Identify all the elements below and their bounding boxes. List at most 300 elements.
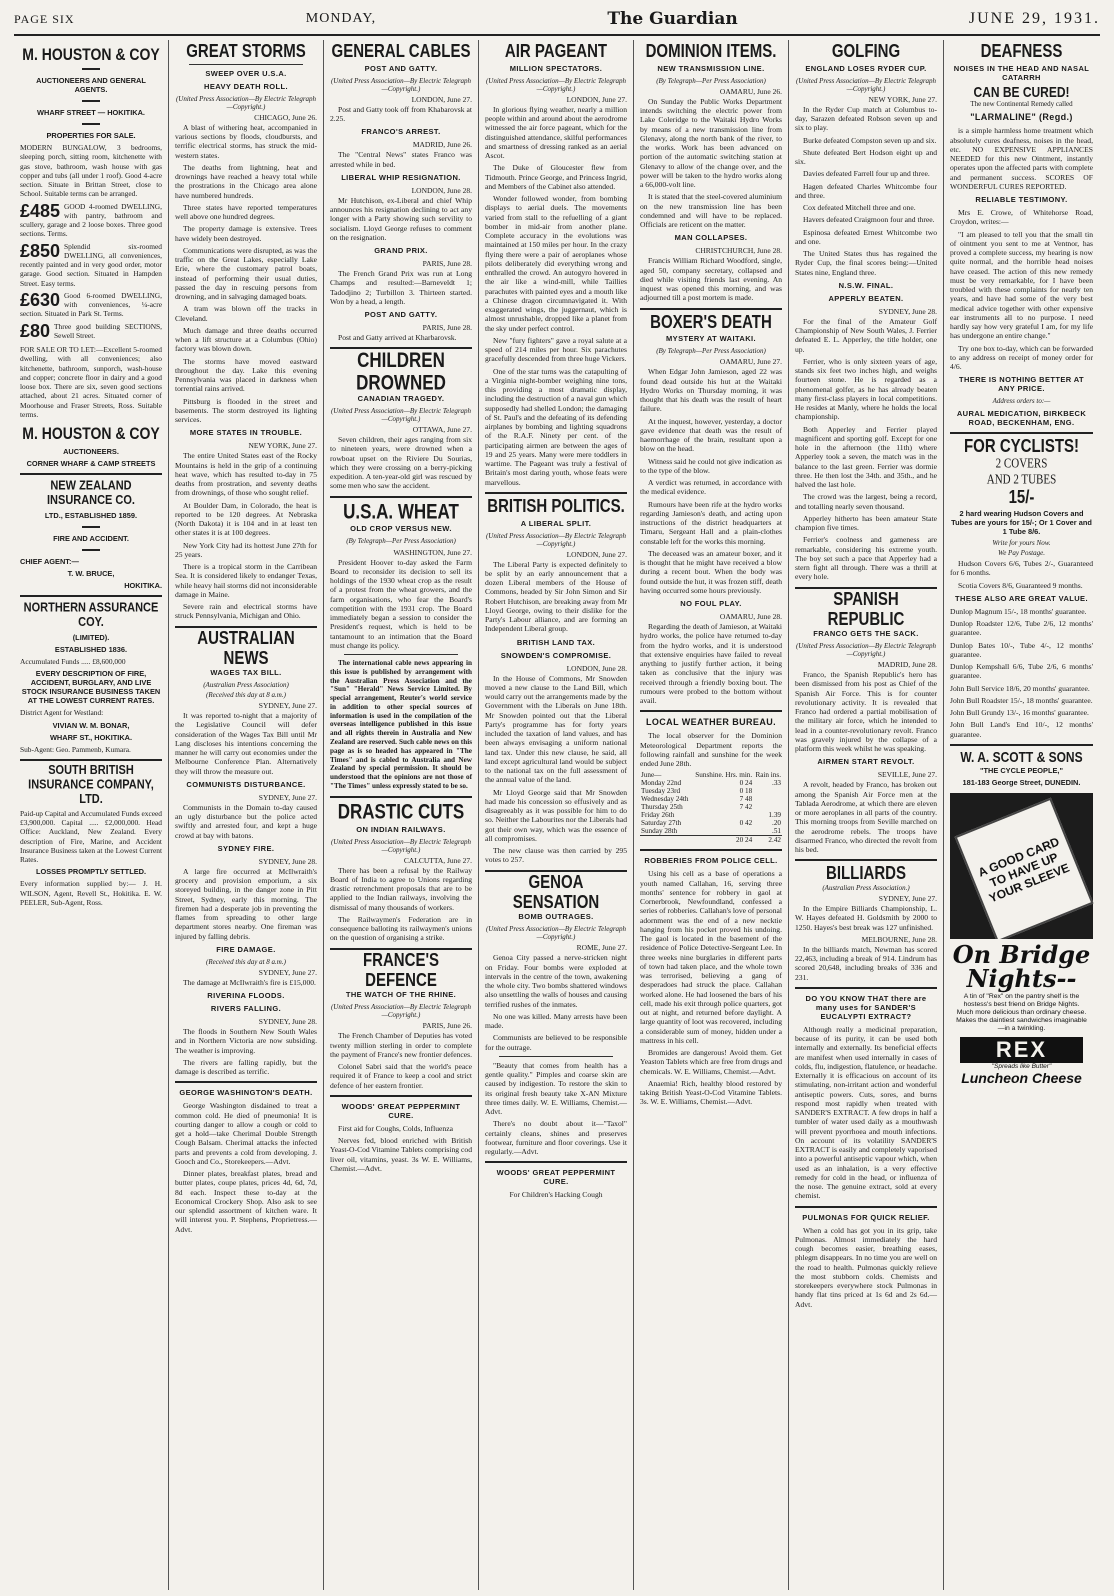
paragraph: Regarding the death of Jamieson, at Waitaki hydro works, the police have returned to-day from the hydro works, and it is understood that extensive enquiries have failed to reveal anything to justify further action, it being taken as conclusive that the injury was received through a friendly boxing bout. The rumours were probed to the bottom without avail. bbox=[640, 622, 782, 706]
subheading: GRAND PRIX. bbox=[374, 246, 428, 256]
listing-5 bbox=[20, 322, 162, 341]
paragraph: The deaths from lightning, heat and drownings have reached a heavy total while the prostrations in the Chicago area alone have numbered hundreds. bbox=[175, 162, 317, 200]
subheading: WAGES TAX BILL. bbox=[210, 668, 282, 678]
subheading: APPERLY BEATEN. bbox=[828, 293, 904, 303]
paragraph: A blast of withering heat, accompanied in various sections by floods, cloudbursts, and terrific electrical storms, has struck the mid-western states. bbox=[175, 122, 317, 160]
paragraph: One of the star turns was the catapulting of a Virginia night-bomber weighing nine tons, this providing a most dramatic display, including the destruction of a naval gun which supposedly had shelled London; the damaging of St. Paul's and the defeating of its defending airplanes by bombing and lighting squadrons of the R.A.F. Ninety per cent. of the participating airmen are between the ages of 19 and 25 years. Many were mere toddlers in wartime. The Pageant was truly a festival of Britain's most daring youth, whose feats were marvellous. bbox=[485, 366, 627, 487]
paragraph: George Washington disdained to treat a common cold. He died of pneumonia! It is courting danger to allow a cough or cold to get a hold—take Cherimal Double Strength Cough Balsam. Cherimal attacks the infected parts and prevents a cold from developing. J. Gooch and Co., Storekeepers.—Advt. bbox=[175, 1101, 317, 1166]
divider bbox=[640, 710, 782, 712]
northern-assurance-desc: EVERY DESCRIPTION OF FIRE, ACCIDENT, BURGLARY, AND LIVE STOCK INSURANCE BUSINESS TAKEN AT THE LOWEST CURRENT RATES. bbox=[21, 669, 161, 706]
table-cell: 20 24 bbox=[736, 836, 753, 845]
listing-text: Splendid six-roomed DWELLING, all conveniences, recently painted and in very good order, motor garage. Good section. Situated in Hampden Street. Easy terms. bbox=[20, 241, 162, 288]
table-cell: 2.42 bbox=[768, 836, 781, 845]
dateline: PARIS, June 26. bbox=[422, 1021, 472, 1031]
divider bbox=[344, 654, 458, 655]
paragraph: In the Empire Billiards Championship, L. W. Hayes defeated H. Goldsmith by 2000 to 1250. Hayes's best break was 127 unfinished. bbox=[795, 904, 937, 932]
dateline: CHRISTCHURCH, June 28. bbox=[695, 246, 782, 256]
dateline: OAMARU, June 26. bbox=[719, 86, 782, 96]
received-line: (Received this day at 8 a.m.) bbox=[206, 691, 286, 700]
paragraph: Rumours have been rife at the hydro works regarding Jamieson's death, and acting upon instructions of the district headquarters at Timaru, Sergeant Hall and a plain-clothes constable left for the works this morning. bbox=[640, 499, 782, 546]
british-politics-headline: BRITISH POLITICS. bbox=[487, 495, 625, 517]
paragraph: Burke defeated Compston seven up and six. bbox=[803, 135, 937, 145]
robberies-headline: ROBBERIES FROM POLICE CELL. bbox=[644, 856, 778, 866]
paragraph: In the billiards match, Newman has scored 22,463, including a break of 914. Lindrum has scored 20,648, including breaks of 336 and 231. bbox=[795, 944, 937, 982]
column-4 bbox=[479, 40, 634, 1590]
subheading: MYSTERY AT WAITAKI. bbox=[666, 334, 756, 344]
paragraph: In glorious flying weather, nearly a million people within and around about the aerodrome witnessed the air force pageant, which for the distinguished attendance, skilful performances and smartness of dressing ranked as an aerial Ascot. bbox=[485, 104, 627, 161]
paragraph: Severe rain and electrical storms have struck Pennsylvania, Michigan and Ohio. bbox=[175, 602, 317, 621]
table-cell: 0 18 bbox=[739, 787, 753, 796]
paragraph: Colonel Sabri said that the world's peace required it of France to keep a cool and strict defence of her eastern frontier. bbox=[330, 1062, 472, 1090]
table-cell: Monday 22nd bbox=[641, 779, 682, 788]
houston-role: AUCTIONEERS AND GENERAL AGENTS. bbox=[36, 76, 146, 94]
paragraph: Communists are believed to be responsible for the outrage. bbox=[485, 1033, 627, 1052]
woods-cure-headline-2: WOODS' GREAT PEPPERMINT CURE. bbox=[496, 1168, 616, 1187]
northern-assurance-est: ESTABLISHED 1836. bbox=[54, 645, 128, 654]
scott-sons-title: W. A. SCOTT & SONS bbox=[960, 748, 1083, 766]
dateline: OTTAWA, June 27. bbox=[412, 425, 472, 435]
subheading: THE WATCH OF THE RHINE. bbox=[345, 990, 457, 1000]
dateline: ROME, June 27. bbox=[576, 943, 627, 953]
list-item: John Bull Service 18/6, 20 months' guarantee. bbox=[950, 683, 1090, 693]
list-item: Dunlop Bates 10/-, Tube 4/-, 12 months' guarantee. bbox=[950, 640, 1093, 659]
rex-title: On Bridge Nights-- bbox=[952, 940, 1091, 994]
list-item: Dunlop Kempshall 6/6, Tube 2/6, 6 months' guarantee. bbox=[950, 662, 1093, 681]
divider bbox=[950, 744, 1093, 746]
divider bbox=[485, 492, 627, 494]
paragraph: Hagen defeated Charles Whitcombe four and three. bbox=[795, 181, 937, 200]
paragraph: For Children's Hacking Cough bbox=[509, 1190, 603, 1200]
paragraph: It was reported to-night that a majority of the Legislative Council will defer consideration of the Wages Tax Bill until Mr Lang discloses his intentions concerning the manner he will carry out economies under the Melbourne Conference Plan. Alternatively they will throw the measure out. bbox=[175, 711, 317, 776]
dateline: SYDNEY, June 27. bbox=[258, 792, 317, 802]
subheading: MILLION SPECTATORS. bbox=[509, 63, 603, 73]
table-row bbox=[640, 795, 782, 803]
subheading: N.S.W. FINAL. bbox=[838, 280, 894, 290]
credit-line: (By Telegraph—Per Press Association) bbox=[346, 537, 456, 546]
cycle-price: 15/- bbox=[1008, 487, 1035, 509]
dateline: WASHINGTON, June 27. bbox=[393, 547, 472, 557]
divider bbox=[795, 987, 937, 989]
paragraph: President Hoover to-day asked the Farm Board to reconsider its decision to sell its holdings of the 1930 wheat crop as the result of a protest from the wheat growers, and the farm organisations, who fear the Board's competition with the 1931 crop. The Board immediately began a session to consider the President's request, which is held to be tantamount to an intimation that the Board must change its policy. bbox=[330, 557, 472, 650]
dateline: SYDNEY, June 27. bbox=[258, 967, 317, 977]
children-drowned-headline: CHILDREN DROWNED bbox=[356, 348, 446, 395]
divider bbox=[330, 1095, 472, 1097]
paragraph: The damage at McIlwraith's fire is £15,000. bbox=[183, 977, 316, 987]
divider bbox=[175, 1081, 317, 1083]
table-row bbox=[640, 819, 782, 827]
paragraph: At Boulder Dam, in Colorado, the heat is reported to be 120 degrees. At Nebraska (North Dakota) it is 104 and in at least ten other states it is at 100 degrees. bbox=[175, 500, 317, 538]
subheading: RIVERINA FLOODS. bbox=[207, 991, 285, 1001]
paragraph: We Pay Postage. bbox=[998, 549, 1045, 558]
paragraph: There's no doubt about it—"Taxol" certainly cleans, shines and preserves footwear, furniture and floor coverings. Use it regularly.—Advt. bbox=[485, 1119, 627, 1157]
dateline: SEVILLE, June 27. bbox=[877, 770, 937, 780]
paragraph: Anaemia! Rich, healthy blood restored by taking British Yeast-O-Cod Vitamine Tablets. 3s. W. E. Williams, Chemist.—Advt. bbox=[640, 1078, 782, 1107]
subheading: THERE IS NOTHING BETTER AT ANY PRICE. bbox=[959, 375, 1084, 394]
dateline: SYDNEY, June 28. bbox=[258, 856, 317, 866]
credit-line: (Australian Press Association) bbox=[203, 681, 289, 690]
paragraph: The rivers are falling rapidly, but the damage is described as terrific. bbox=[175, 1057, 317, 1077]
column-6 bbox=[789, 40, 944, 1590]
credit-line: (United Press Association—By Electric Telegraph—Copyright.) bbox=[795, 642, 937, 659]
listing-text: GOOD 4-roomed DWELLING, with pantry, bathroom and scullery, garage and 2 loose boxes. Three good sections. Terms. bbox=[20, 201, 162, 239]
paragraph: The floods in Southern New South Wales and in Northern Victoria are now subsiding. The weather is improving. bbox=[175, 1027, 317, 1055]
paragraph: 2 hard wearing Hudson Covers and Tubes are yours for 15/-; Or 1 Cover and 1 Tube 8/6. bbox=[951, 509, 1092, 537]
paragraph: Hudson Covers 6/6, Tubes 2/-, Guaranteed for 6 months. bbox=[950, 559, 1093, 578]
paragraph: First aid for Coughs, Colds, Influenza bbox=[338, 1123, 453, 1133]
credit-line: (United Press Association—By Electric Telegraph—Copyright.) bbox=[485, 531, 627, 548]
houston-ad-title: M. HOUSTON & COY bbox=[22, 44, 160, 64]
table-cell: 0 42 bbox=[739, 819, 753, 828]
paragraph: The Liberal Party is expected definitely to be split by an early announcement that a dozen Liberal members of the House of Commons, headed by Sir John Simon and Sir Robert Hutchison, are breaking away from Mr Lloyd George, owing to their dislike for the Party's Labour alliance, and are forming an Independent Liberal group. bbox=[485, 559, 627, 634]
subheading: BOMB OUTRAGES. bbox=[518, 912, 594, 922]
dominion-items-headline: DOMINION ITEMS. bbox=[645, 40, 777, 63]
table-cell bbox=[692, 827, 754, 836]
table-row bbox=[640, 811, 782, 819]
subheading: A LIBERAL SPLIT. bbox=[520, 518, 592, 528]
spanish-republic-headline: SPANISH REPUBLIC bbox=[827, 588, 905, 630]
paragraph: Nerves fed, blood enriched with British Yeast-O-Cod Vitamine Tablets comprising cod liver oil, vitamins, yeast. 3s W. E. Williams, Chemist.—Advt. bbox=[330, 1136, 472, 1173]
south-british-info: Every information supplied by:— J. H. WILSON, Agent, Revell St., Hokitika. E. W. PEELER, Sub-Agent, Ross. bbox=[20, 879, 162, 907]
paragraph: On Sunday the Public Works Department intends switching the electric power from Lake Coleridge to the Waitaki Hydro Works by means of a new transmission line from Glenavy, along the north bank of the river, to the works. Work has been advanced on portion of the automatic switching station at Glenavy to allow of the change over, and the power will be taken to the hydro works along a 66,000-volt line. bbox=[640, 96, 782, 190]
dateline: OAMARU, June 28. bbox=[719, 612, 782, 622]
credit-line: (United Press Association—By Electric Telegraph—Copyright.) bbox=[485, 925, 627, 942]
table-cell: .33 bbox=[772, 779, 781, 788]
paragraph: Post and Gatty arrived at Kharbarovsk. bbox=[338, 333, 457, 343]
table-cell: Tuesday 23rd bbox=[641, 787, 681, 796]
northern-assurance-subagent: Sub-Agent: Geo. Pammenb, Kumara. bbox=[20, 744, 131, 754]
paragraph: The local observer for the Dominion Meteorological Department reports the following rainfall and sunshine for the week ended June 28th. bbox=[640, 731, 782, 769]
masthead bbox=[14, 4, 1100, 36]
paragraph: The French Grand Prix was run at Long Champs and resulted:—Barneveldt 1; Tadodjino 2; Turbillon 3. Thirteen started. Won by a head, a length. bbox=[330, 269, 472, 306]
paragraph: Communications were disrupted, as was the traffic on the Great Lakes, especially Lake Erie, where the customary patrol boats, instead of performing their usual duties, passed the day in rescuing persons from drowning, and in salvaging damaged boats. bbox=[175, 245, 317, 302]
subheading: BRITISH LAND TAX. bbox=[516, 637, 596, 647]
divider bbox=[82, 68, 100, 70]
divider bbox=[82, 100, 100, 102]
paragraph: The Railwaymen's Federation are in consequence balloting its railwaymen's unions on the question of organising a strike. bbox=[330, 914, 472, 943]
credit-line: (By Telegraph—Per Press Association) bbox=[656, 76, 766, 85]
subheading: ENGLAND LOSES RYDER CUP. bbox=[805, 63, 927, 73]
playing-card-icon bbox=[954, 798, 1093, 943]
divider bbox=[189, 64, 303, 65]
table-cell: Thursday 25th bbox=[641, 803, 683, 812]
nz-insurance-agent: T. W. BRUCE, bbox=[67, 569, 115, 578]
south-british-losses: LOSSES PROMPTLY SETTLED. bbox=[35, 867, 147, 877]
paragraph: The entire United States east of the Rocky Mountains is held in the grip of a continuing heat wave, which has resulted to-day in 75 deaths from prostration, and seventy deaths from drownings, of those who sought relief. bbox=[175, 451, 317, 498]
aural-address: AURAL MEDICATION, BIRKBECK ROAD, BECKENHAM, ENG. bbox=[956, 409, 1087, 428]
paragraph: Using his cell as a base of operations a youth named Callahan, 16, serving three months' sentence for robbery in gaol at Cornerbrook, Newfoundland, confessed a series of robberies. Callahan's love of personal adornment was the end of a new necktie hanging from his pocket proved his undoing. The gaol is located in the basement of the residence of Police Detective-Sergeant Lee. In three weeks nine burglaries in different parts of town had taken place, and the whole town was terrorised, believing a gang of desperadoes had struck the place. Callahan worked alone. He had loosened the bars of his cell, made his exit through police quarters, got out at night, and returned before daylight. A large quantity of loot was recovered, including a considerable sum of money, hidden under a mattress in his cell. bbox=[640, 869, 782, 1045]
dateline: PARIS, June 28. bbox=[422, 259, 472, 269]
paragraph: For the final of the Amateur Golf Championship of New South Wales, J. Ferrier defeated E. L. Apperley, the title holder, one up. bbox=[795, 316, 937, 354]
table-cell: Wednesday 24th bbox=[641, 795, 689, 804]
paragraph: Ferrier, who is only sixteen years of age, stands six feet two inches high, and weighs fourteen stone. He is regarded as a phenomenal golfer, as he has already beaten many first-class players in local competitions. He resides at Manly, where he holds the local championship. bbox=[795, 356, 937, 422]
paragraph: Wonder followed wonder, from bombing displays to aerial duels. The movements varied from stall to the refuelling of a giant bomber in mid-air from another plane. Complete accuracy in the evolutions was maintained at 150 miles per hour. In the crazy flying there were a pair of aeroplanes whose pilots deliberately did everything wrong and enthralled the crowd. An autogyro hovered in the air like a wind-mill, while Taillies parachutes with painted eyes and a mouth like a Chinese dragon circumnavigated it. With exaggerated wings, the juggernaut, which is almost unrushable, dropped like a planet from the sky under perfect control. bbox=[485, 194, 627, 333]
two-covers: 2 COVERS bbox=[995, 456, 1048, 472]
dateline: NEW YORK, June 27. bbox=[248, 441, 317, 451]
subheading: POST AND GATTY. bbox=[364, 310, 438, 320]
paragraph: There has been a refusal by the Railway Board of India to agree to Unions regarding drastic retrenchment proposals that are to be applied to the Indian railways, involving the dismissal of many thousands of workers. bbox=[330, 865, 472, 912]
page-number: PAGE SIX bbox=[14, 11, 75, 26]
boxers-death-headline: BOXER'S DEATH bbox=[650, 311, 772, 333]
paragraph: Seven children, their ages ranging from six to nineteen years, were drowned when a rowboat upset on the Riviere Du Sourias, which they were crossing on a berry-picking expedition. A ten-year-old girl was rescued by some men who saw the accident. bbox=[330, 435, 472, 491]
table-cell bbox=[753, 787, 782, 795]
listing-3 bbox=[20, 242, 162, 288]
dateline: CALCUTTA, June 27. bbox=[403, 855, 472, 865]
paragraph: Bromides are dangerous! Avoid them. Get Yeaston Tablets which are free from drugs and chemicals. W. E. Williams, Chemist.—Advt. bbox=[640, 1048, 782, 1076]
credit-line: (United Press Association—By Electric Telegraph—Copyright.) bbox=[330, 837, 472, 854]
subheading: COMMUNISTS DISTURBANCE. bbox=[186, 779, 306, 789]
table-cell bbox=[640, 836, 692, 845]
list-item: Dunlop Roadster 12/6, Tube 2/6, 12 months' guarantee. bbox=[950, 619, 1093, 638]
northern-assurance-title: NORTHERN ASSURANCE COY. bbox=[23, 600, 159, 630]
divider bbox=[485, 1161, 627, 1163]
paragraph: The new clause was then carried by 295 votes to 257. bbox=[485, 846, 627, 865]
table-header: Sunshine. Hrs. min. bbox=[695, 771, 753, 780]
table-cell: Saturday 27th bbox=[641, 819, 682, 828]
washington-headline: GEORGE WASHINGTON'S DEATH. bbox=[179, 1088, 313, 1098]
paragraph: The Duke of Gloucester flew from Tidmouth. Prince George, and Princess Ingrid, and Members of the Cabinet also attended. bbox=[485, 163, 627, 191]
credit-line: (By Telegraph—Per Press Association) bbox=[656, 347, 766, 356]
table-header: June— bbox=[641, 771, 662, 780]
paragraph: Mrs E. Crowe, of Whitehorse Road, Croydon, writes:— bbox=[950, 208, 1093, 227]
subheading: FRANCO'S ARREST. bbox=[361, 127, 441, 137]
paragraph: Havers defeated Craigmoon four and three. bbox=[803, 215, 935, 225]
paragraph: Espinosa defeated Ernest Whitcombe two and one. bbox=[795, 227, 937, 246]
south-british-text: Paid-up Capital and Accumulated Funds exceed £3,900,000. Capital ..... £2,000,000. Head Office: Auckland, New Zealand. Every description of Fire, Marine, and Accident Insurance Business taken at the Lowest Current Rates. bbox=[20, 808, 162, 864]
rex-ad-panel bbox=[950, 939, 1093, 1086]
houston-address: WHARF STREET — HOKITIKA. bbox=[37, 108, 145, 117]
paragraph: Write for yours Now. bbox=[992, 539, 1051, 548]
divider bbox=[82, 123, 100, 125]
nz-insurance-agent-label: CHIEF AGENT:— bbox=[20, 557, 79, 566]
list-item: John Bull Land's End 10/-, 12 months' guarantee. bbox=[950, 720, 1093, 739]
listing-2 bbox=[20, 202, 162, 239]
paragraph: Communists in the Domain to-day caused an ugly disturbance but the police acted swiftly and arrested four, and kept a huge crowd at bay with batons. bbox=[175, 802, 317, 840]
deafness-ad-title: DEAFNESS bbox=[980, 40, 1063, 63]
usa-wheat-headline: U.S.A. WHEAT bbox=[343, 499, 459, 523]
newspaper-title: The Guardian bbox=[607, 9, 738, 29]
credit-line: (United Press Association—By Electric Telegraph—Copyright.) bbox=[330, 76, 472, 93]
subheading: SYDNEY FIRE. bbox=[217, 843, 275, 853]
paragraph: Franco, the Spanish Republic's hero has been dismissed from his post as Chief of the Spanish Air Force. This is for counter revolutionary activity. It is revealed that Franco had ordered a partial mobilisation of the military air force, which he intended to lead in a counter-revolutionary revolt. Franco was gravely injured by the collapse of a platform this week whilst he was speaking. bbox=[795, 670, 937, 754]
listing-price: £850 bbox=[20, 240, 61, 261]
paragraph: is a simple harmless home treatment which absolutely cures deafness, noises in the head, etc. NO EXPENSIVE APPLIANCES NEEDED for this new Ointment, instantly operates upon the affected parts with complete and permanent success. SCORES OF WONDERFUL CURES REPORTED. bbox=[950, 126, 1093, 191]
table-cell bbox=[692, 811, 754, 819]
list-item: John Bull Grundy 13/-, 16 months' guarantee. bbox=[950, 708, 1089, 718]
list-item: John Bull Roadster 15/-, 18 months' guarantee. bbox=[950, 695, 1093, 705]
page-columns bbox=[14, 40, 1100, 1590]
paragraph: Davies defeated Farrell four up and three. bbox=[803, 169, 930, 179]
listing-text: Good 6-roomed DWELLING, with conveniences, ¼-acre section. Situated in Park St. Terms. bbox=[20, 290, 162, 319]
divider bbox=[640, 849, 782, 851]
dateline: SYDNEY, June 28. bbox=[258, 1017, 317, 1027]
scott-sons-sub: "THE CYCLE PEOPLE," bbox=[980, 766, 1063, 776]
divider bbox=[82, 549, 100, 551]
divider bbox=[330, 796, 472, 798]
table-cell: Friday 26th bbox=[641, 811, 675, 820]
divider bbox=[795, 859, 937, 861]
column-1 bbox=[14, 40, 169, 1590]
dateline: LONDON, June 27. bbox=[411, 94, 472, 104]
sale-or-let: FOR SALE OR TO LET:—Excellent 5-roomed dwelling, with all conveniences; also kitchenette, bathroom, sunporch, wash-house and copper; concrete floor in dairy and a good loose box. There are six, seven good sections attached, about 21 acres. Situated corner of Moorhouse and Fraser Streets, Ross. Suitable terms. bbox=[20, 345, 162, 419]
paragraph: In the Ryder Cup match at Columbus to-day, Sarazen defeated Robson seven up and six to play. bbox=[795, 104, 937, 133]
table-cell: .51 bbox=[772, 827, 781, 836]
paragraph: Three states have reported temperatures well above one hundred degrees. bbox=[175, 202, 317, 222]
credit-line: (United Press Association—By Electric Telegraph—Copyright.) bbox=[330, 407, 472, 424]
paragraph: Much damage and three deaths occurred when a lift structure at a Columbus (Ohio) factory was blown down. bbox=[175, 325, 317, 354]
table-row bbox=[640, 787, 782, 795]
two-tubes: AND 2 TUBES bbox=[986, 472, 1057, 488]
paragraph: A tram was blown off the tracks in Cleveland. bbox=[175, 304, 317, 323]
dateline: OAMARU, June 27. bbox=[719, 357, 782, 367]
cyclists-ad-title: FOR CYCLISTS! bbox=[964, 436, 1079, 458]
column-5 bbox=[634, 40, 789, 1590]
divider bbox=[20, 759, 162, 761]
houston-role-2: AUCTIONEERS. bbox=[63, 447, 119, 456]
rex-card-text: A GOOD CARD TO HAVE UP YOUR SLEEVE bbox=[976, 834, 1072, 906]
paragraph: It is stated that the steel-covered aluminium on the new transmission line has been condemned and will have to be replaced. Officials are reticent on the matter. bbox=[640, 192, 782, 230]
paragraph: In the House of Commons, Mr Snowden moved a new clause to the Land Bill, which would carry out the arrangements made by the Government with the Liberals on June 18th. Mr Snowden pointed out that the Liberal Party's programme has for forty years included the taxation of land values, and has been always envisaging a uniform national land tax. Under this new clause, he said, all land except agricultural land would be subject to the national tax on the full assessment of the annual value of the land. bbox=[485, 673, 627, 785]
weather-table bbox=[640, 771, 782, 844]
paragraph: The property damage is extensive. Trees have widely been destroyed. bbox=[175, 224, 317, 243]
northern-assurance-agent: VIVIAN W. M. BONAR, bbox=[52, 720, 130, 730]
paragraph: The "Central News" states Franco was arrested while in bed. bbox=[330, 150, 472, 169]
paragraph: Scotia Covers 8/6, Guaranteed 9 months. bbox=[958, 580, 1083, 590]
table-cell: 7 42 bbox=[739, 803, 753, 812]
table-row bbox=[640, 779, 782, 787]
south-british-title: SOUTH BRITISH INSURANCE COMPANY, LTD. bbox=[28, 763, 154, 807]
divider bbox=[82, 526, 100, 528]
subheading: NEW TRANSMISSION LINE. bbox=[657, 63, 765, 73]
dateline: SYDNEY, June 27. bbox=[878, 894, 937, 904]
frances-defence-headline: FRANCE'S DEFENCE bbox=[362, 949, 440, 991]
listing-price: £485 bbox=[20, 200, 61, 221]
subheading: NOISES IN THE HEAD AND NASAL CATARRH bbox=[953, 63, 1090, 82]
divider bbox=[20, 595, 162, 597]
table-cell: Sunday 28th bbox=[641, 827, 678, 836]
listing-text: Three good building SECTIONS, Sewell Street. bbox=[54, 321, 162, 340]
listing-price: £630 bbox=[20, 289, 61, 310]
remedy-intro: The new Continental Remedy called bbox=[970, 100, 1073, 109]
rex-product: Luncheon Cheese bbox=[961, 1069, 1082, 1086]
paragraph: There is a tropical storm in the Carribean Sea. It is considered likely to endanger Texas, while heavy hail storms did not inconsiderable damage in Maine. bbox=[175, 562, 317, 599]
paragraph: Mr Hutchison, ex-Liberal and chief Whip announces his resignation declining to act any longer with a Party showing such servility to socialism. Lloyd George refuses to comment on the resignation. bbox=[330, 195, 472, 242]
subheading: MAN COLLAPSES. bbox=[674, 233, 748, 243]
divider bbox=[499, 1056, 613, 1057]
paragraph: Although really a medicinal preparation, because of its purity, it can be used both internally and externally. Its beneficial effects are manifest when used internally in cases of colds, flu, indigestion, flatulence, or headache. Externally it is efficacious on account of its stimulating, non-irritant action and wonderful antiseptic powers. Cuts, sores, and burns respond most rapidly when treated with SANDER'S EXTRACT. A few drops in half a tumbler of water used daily as a mouthwash will prevent pyorrhoea and mouth infections. On account of its volatility SANDER'S EXTRACT is easily and completely vaporised into a powerful antiseptic vapour which, when used as an inhalation, is a very effective remedy for cold in the head, or influenza of the nose. The genuine extract, sold at every chemist. bbox=[795, 1024, 937, 1201]
column-3 bbox=[324, 40, 479, 1590]
list-item: Dunlop Magnum 15/-, 18 months' guarantee. bbox=[950, 606, 1087, 616]
column-2 bbox=[169, 40, 324, 1590]
pulmonas-headline: PULMONAS FOR QUICK RELIEF. bbox=[802, 1212, 930, 1222]
table-row bbox=[640, 836, 782, 845]
address-label: Address orders to:— bbox=[992, 397, 1051, 406]
paragraph: Apperley hitherto has been amateur State champion five times. bbox=[795, 513, 937, 533]
listing-4 bbox=[20, 291, 162, 319]
table-row bbox=[640, 827, 782, 836]
dateline: CHICAGO, June 26. bbox=[254, 112, 317, 122]
paragraph: When Edgar John Jamieson, aged 22 was found dead outside his hut at the Waitaki Hydro Works on Thursday morning, it was thought that his death was the result of heart failure. bbox=[640, 367, 782, 414]
paragraph: "I am pleased to tell you that the small tin of ointment you sent to me at Ventnor, has proved a complete success, my hearing is now quite normal, and the horrible head noises have ceased. The action of this new remedy must be very remarkable, for I have been troubled with these complaints for nearly ten years, and have had some of the very best medical advice together with other expensive ear instruments all to no purpose. I need hardly say how very grateful I am, for my life has undergone an entire change." bbox=[950, 229, 1093, 341]
paragraph: The storms have moved eastward throughout the day. Lake this evening Pennsylvania was placed in darkness when torrential rains arrived. bbox=[175, 356, 317, 394]
table-cell: 0 24 bbox=[739, 779, 753, 788]
table-cell: .20 bbox=[772, 819, 781, 828]
northern-assurance-sub: (LIMITED). bbox=[72, 633, 110, 642]
table-cell: 7 48 bbox=[739, 795, 753, 804]
properties-section: PROPERTIES FOR SALE. bbox=[46, 131, 136, 140]
weather-bureau-headline: LOCAL WEATHER BUREAU. bbox=[645, 717, 777, 728]
paragraph: Ferrier's coolness and gameness are remarkable, considering his extreme youth. The boy set such a pace that Apperley had a stern fight all through. There was a thrill at every hole. bbox=[795, 535, 937, 582]
nz-insurance-established: LTD., ESTABLISHED 1859. bbox=[44, 511, 138, 520]
subheading: MORE STATES IN TROUBLE. bbox=[189, 428, 303, 438]
paragraph: A verdict was returned, in accordance with the medical evidence. bbox=[640, 478, 782, 497]
listing-price: £80 bbox=[20, 320, 51, 341]
paragraph: Shute defeated Bert Hodson eight up and six. bbox=[795, 147, 937, 167]
northern-assurance-agency: District Agent for Westland: bbox=[20, 708, 104, 718]
table-header: Rain ins. bbox=[755, 771, 781, 780]
subheading: AIRMEN START REVOLT. bbox=[817, 757, 915, 767]
subheading: NO FOUL PLAY. bbox=[680, 599, 742, 609]
table-cell bbox=[753, 795, 782, 803]
paragraph: Pittsburg is flooded in the street and basements. The storm destroyed its lighting services. bbox=[175, 396, 317, 425]
paragraph: The French Chamber of Deputies has voted twenty million sterling in order to complete the payment of France's new frontier defences. bbox=[330, 1031, 473, 1059]
paragraph: Witness said he could not give indication as to the type of the blow. bbox=[640, 456, 782, 475]
dateline: MADRID, June 28. bbox=[877, 660, 937, 670]
subheading: RIVERS FALLING. bbox=[210, 1004, 282, 1014]
paragraph: Genoa City passed a nerve-stricken night on Friday. Four bombs were exploded at intervals in the centre of the town, awakening the whole city. Two bombs shattered windows also unsettling the walls of houses and causing terrified rushes of the inmates. bbox=[485, 953, 627, 1009]
nz-insurance-dept: FIRE AND ACCIDENT. bbox=[53, 534, 129, 543]
subheading: ON INDIAN RAILWAYS. bbox=[356, 824, 446, 834]
paragraph: "Beauty that comes from health has a gentle quality." Pimples and coarse skin are caused by indigestion. To restore the skin to its original fresh beauty take X-AN Mixture three times daily. W. E. Williams, Chemist.—Advt. bbox=[485, 1060, 627, 1117]
credit-line: (United Press Association—By Electric Telegraph—Copyright.) bbox=[330, 1003, 472, 1020]
credit-line: (Australian Press Association.) bbox=[822, 884, 910, 893]
rex-cheese-ad bbox=[950, 793, 1093, 1086]
genoa-sensation-headline: GENOA SENSATION bbox=[512, 871, 600, 913]
subheading: HEAVY DEATH ROLL. bbox=[204, 81, 288, 91]
northern-assurance-address: WHARF ST., HOKITIKA. bbox=[49, 732, 133, 742]
subheading: SWEEP OVER U.S.A. bbox=[205, 68, 287, 78]
paragraph: Both Apperley and Ferrier played magnificent and sporting golf. Except for one hole in the afternoon (the 11th) where Apperley took a seven, the match was in the balance to the last green. Ferrier was dormie three. He then lost the 34th. and 35th., and he halved the last hole. bbox=[795, 424, 937, 490]
divider bbox=[20, 473, 162, 475]
subheading: CANADIAN TRAGEDY. bbox=[357, 394, 445, 404]
golfing-headline: GOLFING bbox=[831, 40, 901, 63]
subheading: POST AND GATTY. bbox=[364, 63, 438, 73]
credit-line: (United Press Association—By Electric Telegraph—Copyright.) bbox=[795, 76, 937, 93]
dateline: NEW YORK, June 27. bbox=[868, 94, 937, 104]
paragraph: No one was killed. Many arrests have been made. bbox=[485, 1011, 627, 1031]
air-pageant-headline: AIR PAGEANT bbox=[504, 40, 608, 63]
paragraph: Mr Lloyd George said that Mr Snowden had made his concession so effusively and as disagreeably as it was possible for him to do so. Neither the Labourites nor the Liberals had got their own way, which was the essence of all compromises. bbox=[485, 787, 627, 843]
dateline: LONDON, June 27. bbox=[566, 549, 627, 559]
dateline: SYDNEY, June 28. bbox=[878, 306, 937, 316]
masthead-date: JUNE 29, 1931. bbox=[968, 10, 1100, 27]
australian-news-headline: AUSTRALIAN NEWS bbox=[197, 627, 295, 669]
general-cables-headline: GENERAL CABLES bbox=[331, 40, 471, 63]
divider bbox=[640, 308, 782, 310]
paragraph: The crowd was the largest, being a record, and totalling nearly seven thousand. bbox=[795, 492, 937, 511]
houston-ad-title-2: M. HOUSTON & COY bbox=[22, 423, 160, 443]
table-cell bbox=[753, 803, 782, 811]
divider bbox=[330, 496, 472, 498]
dateline: SYDNEY, June 27. bbox=[258, 701, 317, 711]
table-row bbox=[640, 771, 782, 779]
masthead-day: MONDAY, bbox=[305, 11, 377, 26]
houston-address-2: CORNER WHARF & CAMP STREETS bbox=[26, 459, 156, 468]
dateline: LONDON, June 28. bbox=[566, 663, 627, 673]
table-cell: 1.39 bbox=[768, 811, 781, 820]
subheading: FIRE DAMAGE. bbox=[216, 944, 276, 954]
subheading: OLD CROP VERSUS NEW. bbox=[350, 524, 452, 534]
dateline: LONDON, June 28. bbox=[411, 185, 472, 195]
